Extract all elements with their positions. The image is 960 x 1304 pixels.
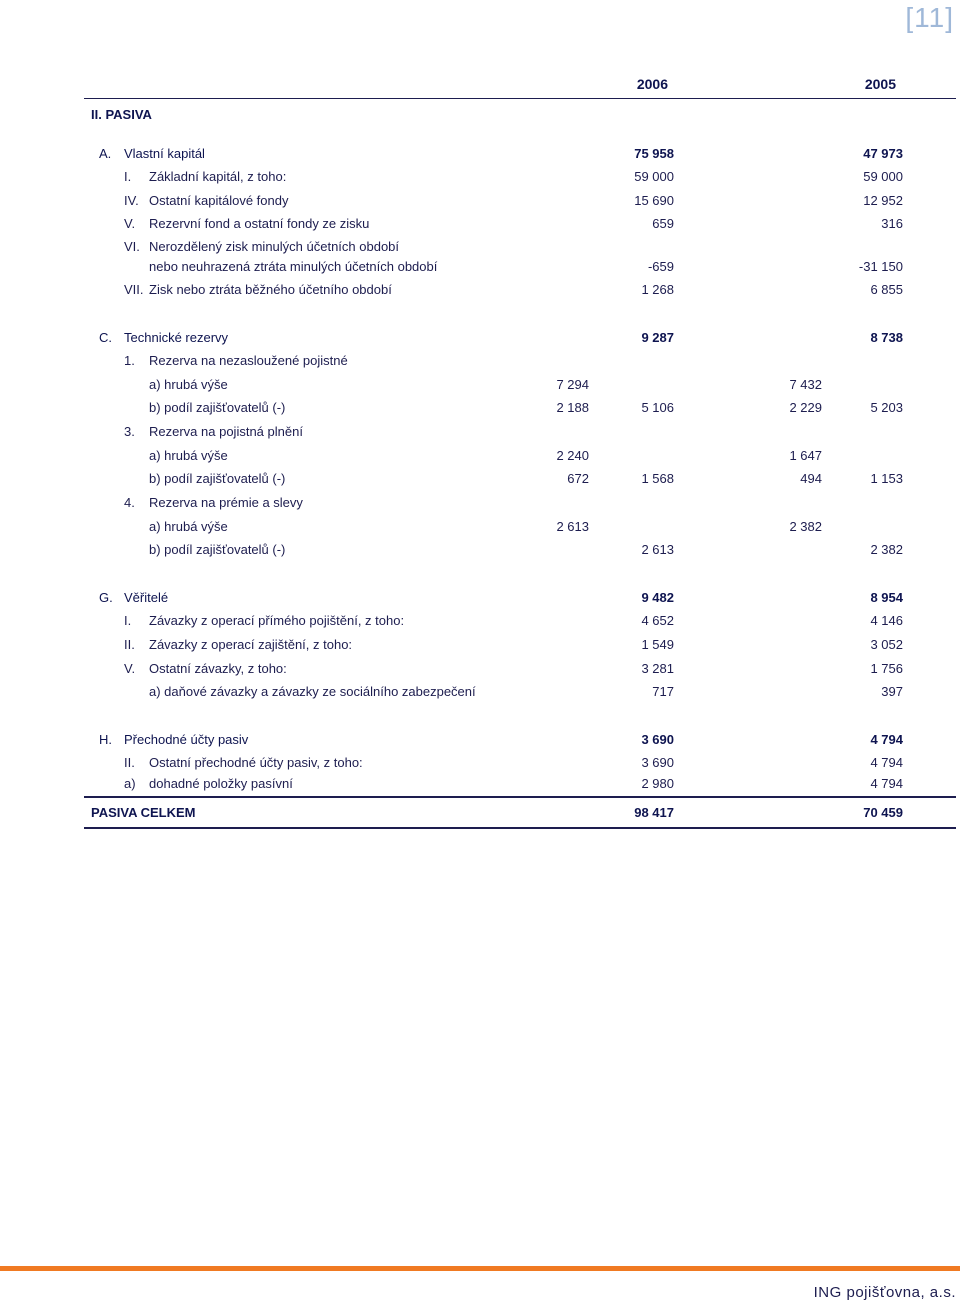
year-2006-header: 2006	[636, 76, 668, 92]
table-row: b) podíl zajišťovatelů (-) 2 188 5 106 2 229 5 203	[149, 400, 903, 415]
section-g-row: G. Věřitelé 9 482 8 954	[99, 590, 903, 605]
footer-accent-bar	[0, 1266, 960, 1271]
table-row: a) hrubá výše 7 294 7 432	[149, 377, 822, 392]
table-row: 3. Rezerva na pojistná plnění	[124, 424, 303, 439]
table-row: 4. Rezerva na prémie a slevy	[124, 495, 303, 510]
section-h-row: H. Přechodné účty pasiv 3 690 4 794	[99, 732, 903, 747]
page-number: [11]	[905, 2, 954, 33]
table-row: b) podíl zajišťovatelů (-) 2 613 2 382	[149, 542, 903, 557]
table-row: VI. Nerozdělený zisk minulých účetních období	[124, 239, 400, 254]
table-row: a) hrubá výše 2 613 2 382	[149, 519, 822, 534]
table-row: V. Rezervní fond a ostatní fondy ze zisku 659 316	[124, 216, 903, 231]
table-row: VII. Zisk nebo ztráta běžného účetního období 1 268 6 855	[124, 282, 903, 297]
year-2005-header: 2005	[864, 76, 896, 92]
table-row: V. Ostatní závazky, z toho: 3 281 1 756	[124, 661, 903, 676]
section-a-row: A. Vlastní kapitál 75 958 47 973	[99, 146, 903, 161]
table-row: a) daňové závazky a závazky ze sociálního zabezpečení 717 397	[149, 684, 903, 699]
table-row: nebo neuhrazená ztráta minulých účetních období -659 -31 150	[149, 259, 903, 274]
table-row: IV. Ostatní kapitálové fondy 15 690 12 952	[124, 193, 903, 208]
table-row: a) hrubá výše 2 240 1 647	[149, 448, 822, 463]
total-top-rule	[84, 796, 956, 798]
table-row: II. Ostatní přechodné účty pasiv, z toho: 3 690 4 794	[124, 755, 903, 770]
company-footer: ING pojišťovna, a.s.	[813, 1284, 956, 1301]
table-row: I. Závazky z operací přímého pojištění, z toho: 4 652 4 146	[124, 613, 903, 628]
table-row: 1. Rezerva na nezasloužené pojistné	[124, 353, 348, 368]
header-rule	[84, 98, 956, 99]
total-bottom-rule	[84, 827, 956, 829]
total-row: PASIVA CELKEM 98 417 70 459	[91, 805, 903, 820]
table-row: I. Základní kapitál, z toho: 59 000 59 000	[124, 169, 903, 184]
table-row: b) podíl zajišťovatelů (-) 672 1 568 494 1 153	[149, 471, 903, 486]
table-row: a) dohadné položky pasívní 2 980 4 794	[124, 776, 903, 791]
table-row: II. Závazky z operací zajištění, z toho: 1 549 3 052	[124, 637, 903, 652]
section-title: II. PASIVA	[91, 107, 152, 122]
section-c-row: C. Technické rezervy 9 287 8 738	[99, 330, 903, 345]
